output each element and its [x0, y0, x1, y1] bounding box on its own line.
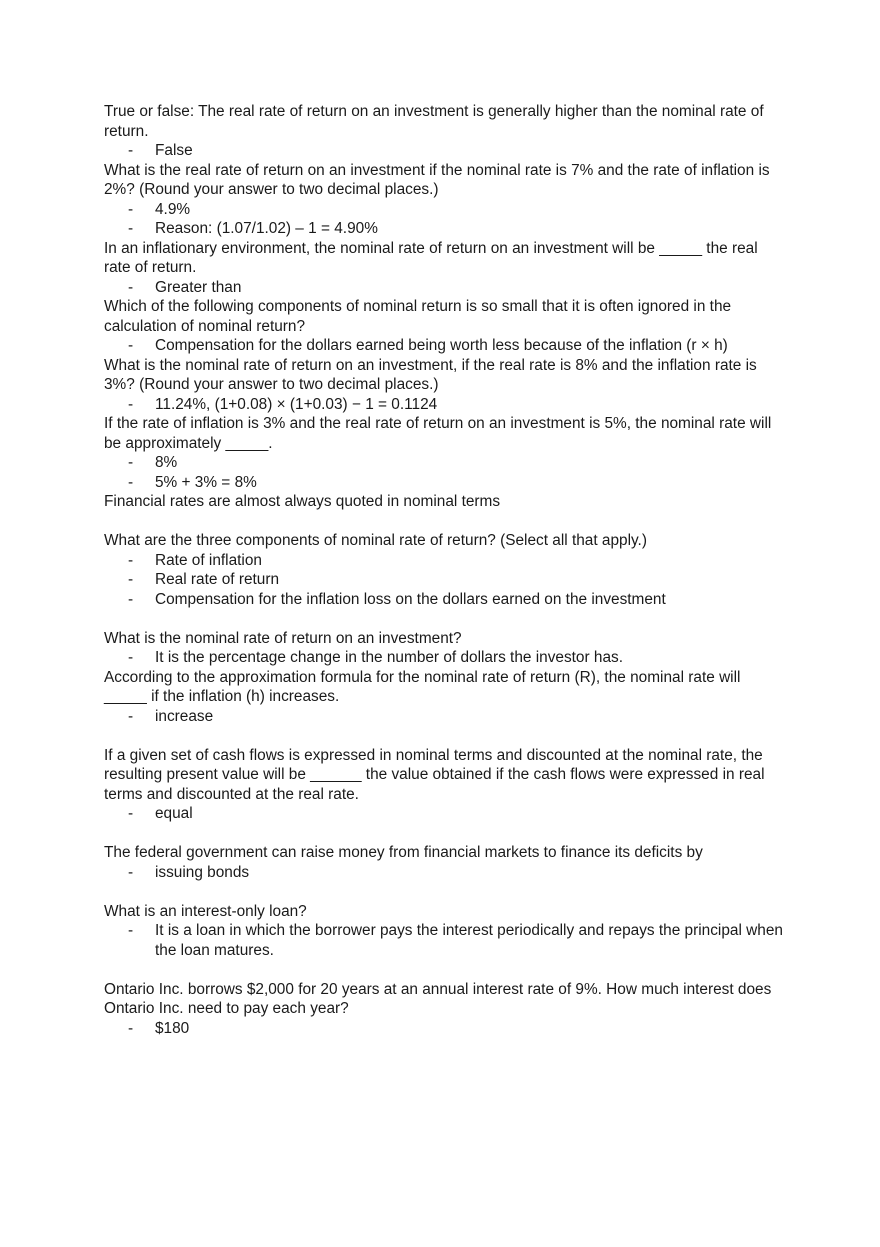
question-text: If the rate of inflation is 3% and the real rate of return on an investment is 5%, the nominal rate will be approximately _____.	[104, 415, 772, 452]
answer-text: It is a loan in which the borrower pays the interest periodically and repays the principal when the loan matures.	[155, 922, 783, 959]
answer-text: 11.24%, (1+0.08) × (1+0.03) − 1 = 0.1124	[155, 395, 438, 413]
answer-text: 5% + 3% = 8%	[155, 473, 257, 491]
bullet-dash: -	[128, 1019, 134, 1037]
bullet-dash: -	[128, 571, 134, 588]
answer-text: 4.9%	[155, 200, 191, 218]
answer-item	[104, 707, 784, 727]
bullet-dash: -	[128, 805, 134, 822]
bullet-dash: -	[128, 551, 134, 569]
answer-text: equal	[155, 805, 193, 822]
bullet-dash: -	[128, 278, 134, 296]
answer-item	[104, 219, 784, 239]
answer-item	[104, 453, 784, 473]
bullet-dash: -	[128, 142, 134, 159]
question-text: What are the three components of nominal rate of return? (Select all that apply.)	[104, 532, 647, 549]
answer-item	[104, 551, 784, 571]
bullet-dash: -	[128, 473, 134, 491]
answer-item	[104, 590, 784, 610]
question-text: If a given set of cash flows is expressed in nominal terms and discounted at the nominal rate, the resulting present value will be ______ the value obtained if the cash flows were expressed in real terms and discounted at the real rate.	[104, 746, 765, 803]
answer-item	[104, 863, 784, 883]
answer-item	[104, 648, 784, 668]
question-text: What is the nominal rate of return on an investment?	[104, 629, 462, 647]
bullet-dash: -	[128, 590, 134, 608]
bullet-dash: -	[128, 200, 134, 218]
blank-line	[104, 824, 784, 844]
question-text: Ontario Inc. borrows $2,000 for 20 years at an annual interest rate of 9%. How much interest does Ontario Inc. need to pay each year?	[104, 980, 772, 1017]
bullet-dash: -	[128, 337, 134, 354]
answer-text: It is the percentage change in the number of dollars the investor has.	[155, 649, 623, 666]
answer-item	[104, 921, 784, 960]
answer-text: $180	[155, 1019, 190, 1037]
document-page	[104, 102, 784, 1038]
answer-item	[104, 570, 784, 590]
answer-item	[104, 395, 784, 415]
answer-text: Compensation for the inflation loss on the dollars earned on the investment	[155, 590, 666, 608]
answer-text: Greater than	[155, 278, 242, 296]
answer-item	[104, 200, 784, 220]
answer-text: False	[155, 142, 193, 159]
answer-text: issuing bonds	[155, 863, 250, 881]
question-text: The federal government can raise money from financial markets to finance its deficits by	[104, 844, 703, 861]
answer-item	[104, 1019, 784, 1039]
question-text: What is the nominal rate of return on an investment, if the real rate is 8% and the inflation rate is 3%? (Round your answer to two decimal places.)	[104, 356, 757, 393]
bullet-dash: -	[128, 707, 134, 725]
bullet-dash: -	[128, 863, 134, 881]
blank-line	[104, 609, 784, 629]
question-text: What is an interest-only loan?	[104, 902, 307, 920]
answer-text: Reason: (1.07/1.02) – 1 = 4.90%	[155, 220, 378, 237]
bullet-dash: -	[128, 922, 134, 939]
blank-line	[104, 882, 784, 902]
question-text: In an inflationary environment, the nominal rate of return on an investment will be _____ the real rate of return.	[104, 239, 758, 276]
blank-line	[104, 512, 784, 532]
question-text: According to the approximation formula for the nominal rate of return (R), the nominal rate will _____ if the inflation (h) increases.	[104, 668, 741, 705]
bullet-dash: -	[128, 454, 134, 471]
answer-item	[104, 336, 784, 356]
bullet-dash: -	[128, 395, 134, 413]
blank-line	[104, 960, 784, 980]
bullet-dash: -	[128, 220, 134, 237]
statement-text: Financial rates are almost always quoted in nominal terms	[104, 493, 501, 510]
answer-text: 8%	[155, 454, 178, 471]
answer-item	[104, 141, 784, 161]
blank-line	[104, 726, 784, 746]
answer-text: Rate of inflation	[155, 551, 262, 569]
answer-item	[104, 278, 784, 298]
answer-text: Real rate of return	[155, 571, 280, 588]
question-text: What is the real rate of return on an investment if the nominal rate is 7% and the rate of inflation is 2%? (Round your answer to two decimal places.)	[104, 161, 770, 198]
answer-text: increase	[155, 707, 214, 725]
bullet-dash: -	[128, 649, 134, 666]
answer-item	[104, 473, 784, 493]
answer-item	[104, 804, 784, 824]
question-text: Which of the following components of nominal return is so small that it is often ignored in the calculation of nominal return?	[104, 298, 732, 335]
answer-text: Compensation for the dollars earned being worth less because of the inflation (r × h)	[155, 337, 728, 354]
question-text: True or false: The real rate of return on an investment is generally higher than the nominal rate of return.	[104, 103, 764, 140]
